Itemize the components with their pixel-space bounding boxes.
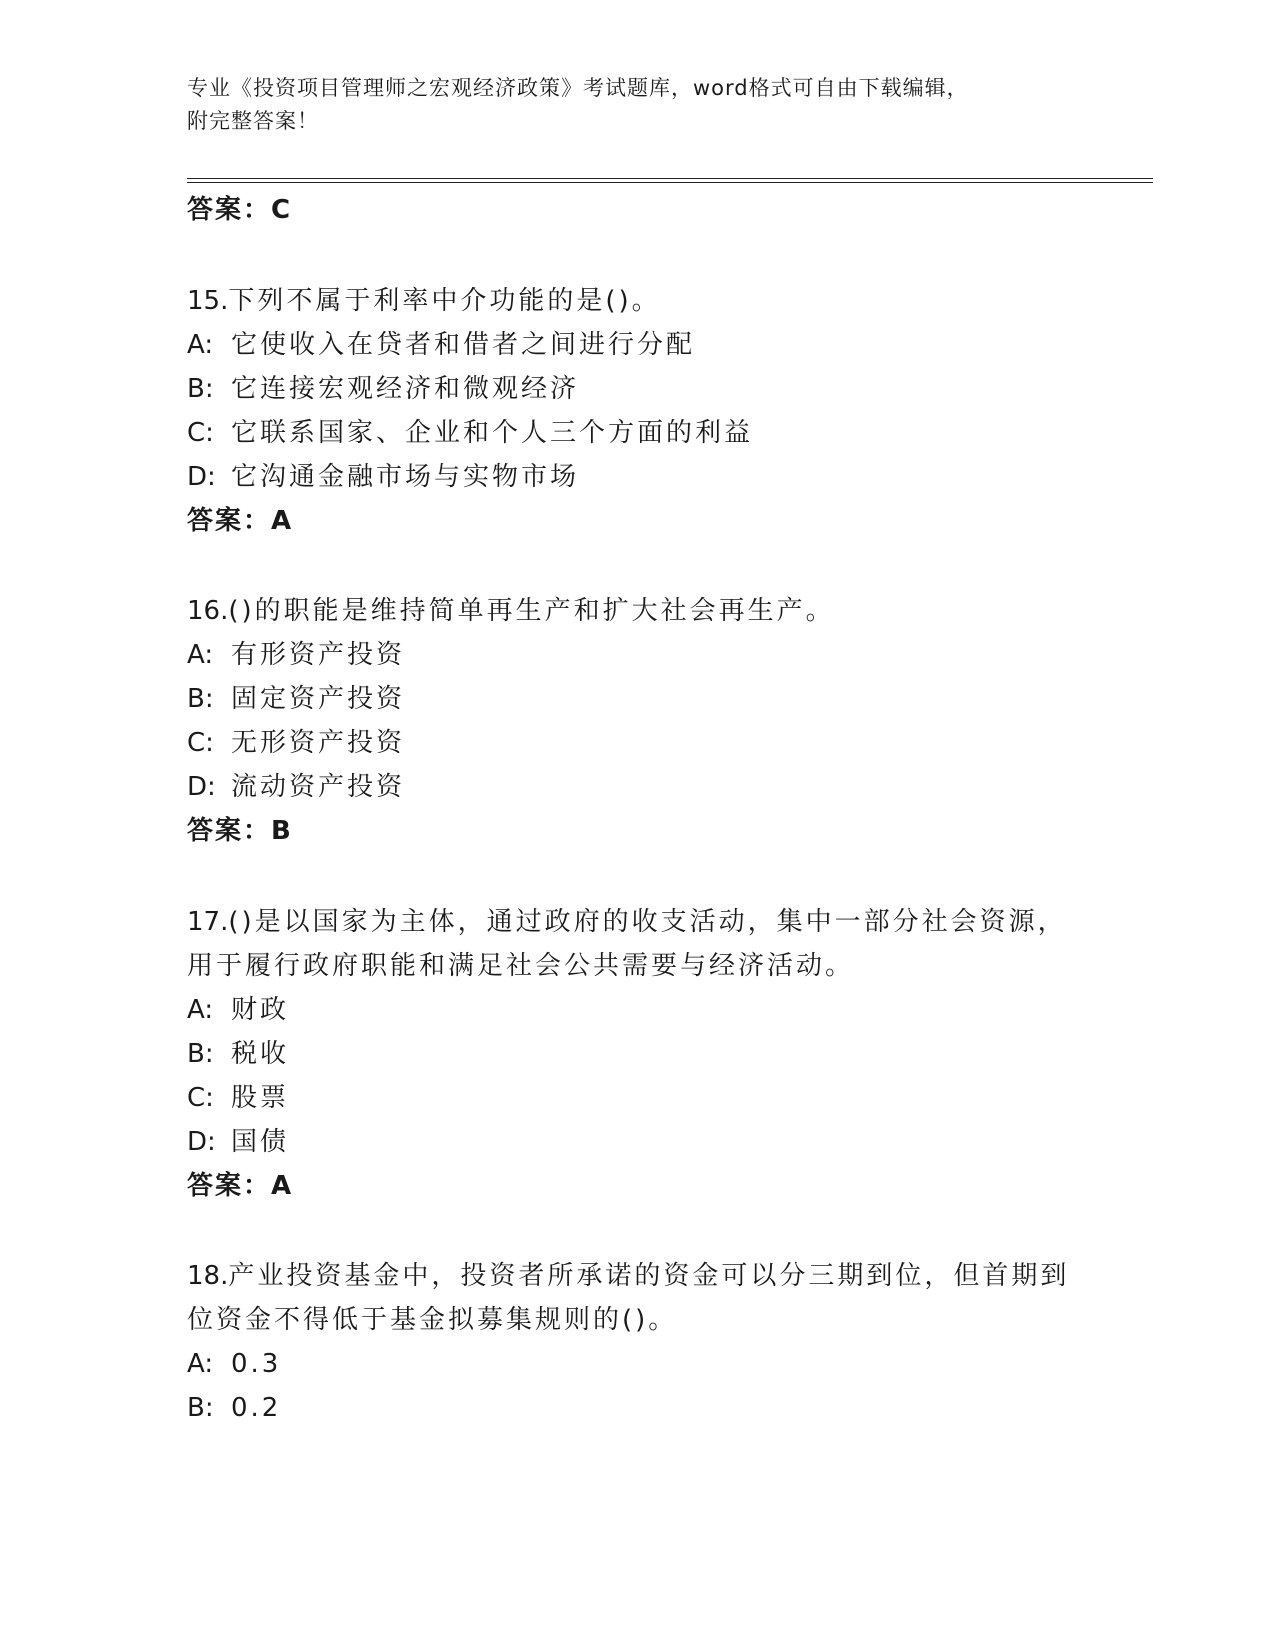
option-label: D: bbox=[187, 462, 216, 492]
option-text: 0.3 bbox=[231, 1349, 282, 1379]
option-label: B: bbox=[187, 374, 214, 404]
question-stem-line: 产业投资基金中，投资者所承诺的资金可以分三期到位，但首期到 bbox=[228, 1261, 1070, 1291]
option-label: A: bbox=[187, 640, 214, 670]
option-text: 无形资产投资 bbox=[231, 728, 406, 758]
option-text: 财政 bbox=[231, 995, 290, 1025]
option-text: 固定资产投资 bbox=[231, 684, 406, 714]
question-16-option-b bbox=[187, 682, 405, 716]
question-17-option-a bbox=[187, 993, 289, 1027]
question-18-option-a bbox=[187, 1347, 281, 1381]
answer-prefix: 答案： bbox=[187, 1171, 272, 1201]
option-text: 它使收入在贷者和借者之间进行分配 bbox=[231, 330, 696, 360]
answer-value: A bbox=[271, 1171, 294, 1201]
question-18-option-b bbox=[187, 1391, 281, 1425]
question-15-stem bbox=[187, 284, 661, 318]
option-text: 它沟通金融市场与实物市场 bbox=[231, 462, 580, 492]
header-line-2: 附完整答案！ bbox=[187, 109, 319, 133]
answer-value: A bbox=[271, 506, 294, 536]
question-16-answer bbox=[187, 814, 293, 848]
option-text: 股票 bbox=[231, 1083, 290, 1113]
header-divider-bottom bbox=[187, 182, 1153, 183]
header-divider-top bbox=[187, 178, 1153, 179]
question-15-answer bbox=[187, 504, 293, 538]
answer-prefix: 答案： bbox=[187, 816, 272, 846]
question-15-option-b bbox=[187, 372, 579, 406]
answer-prev bbox=[187, 193, 292, 227]
option-label: B: bbox=[187, 1039, 214, 1069]
document-header bbox=[187, 72, 1087, 138]
question-stem-line: ()是以国家为主体，通过政府的收支活动，集中一部分社会资源， bbox=[228, 907, 1067, 937]
question-18-stem-cont bbox=[187, 1303, 677, 1337]
option-label: B: bbox=[187, 1393, 214, 1423]
option-label: D: bbox=[187, 1127, 216, 1157]
question-17-answer bbox=[187, 1169, 293, 1203]
option-text: 0.2 bbox=[231, 1393, 282, 1423]
option-label: A: bbox=[187, 995, 214, 1025]
option-text: 它连接宏观经济和微观经济 bbox=[231, 374, 580, 404]
answer-prefix: 答案： bbox=[187, 195, 272, 225]
question-number: 18. bbox=[187, 1261, 229, 1291]
question-18-stem bbox=[187, 1259, 1069, 1293]
question-number: 17. bbox=[187, 907, 229, 937]
question-17-stem bbox=[187, 905, 1067, 939]
answer-value: B bbox=[271, 816, 293, 846]
question-17-option-d bbox=[187, 1125, 289, 1159]
option-label: C: bbox=[187, 418, 214, 448]
option-text: 国债 bbox=[231, 1127, 290, 1157]
question-17-stem-cont bbox=[187, 949, 854, 983]
question-16-option-a bbox=[187, 638, 405, 672]
header-line-1: 专业《投资项目管理师之宏观经济政策》考试题库，word格式可自由下载编辑， bbox=[187, 76, 969, 100]
question-17-option-b bbox=[187, 1037, 289, 1071]
option-label: C: bbox=[187, 728, 214, 758]
option-label: A: bbox=[187, 1349, 214, 1379]
option-label: A: bbox=[187, 330, 214, 360]
question-15-option-d bbox=[187, 460, 579, 494]
question-number: 15. bbox=[187, 286, 229, 316]
question-number: 16. bbox=[187, 596, 229, 626]
answer-prefix: 答案： bbox=[187, 506, 272, 536]
question-16-option-c bbox=[187, 726, 405, 760]
question-stem-line: 用于履行政府职能和满足社会公共需要与经济活动。 bbox=[187, 951, 855, 981]
question-15-option-c bbox=[187, 416, 753, 450]
option-text: 流动资产投资 bbox=[231, 772, 406, 802]
option-text: 税收 bbox=[231, 1039, 290, 1069]
question-stem-line: ()的职能是维持简单再生产和扩大社会再生产。 bbox=[228, 596, 835, 626]
question-16-option-d bbox=[187, 770, 405, 804]
question-17-option-c bbox=[187, 1081, 289, 1115]
option-text: 它联系国家、企业和个人三个方面的利益 bbox=[231, 418, 754, 448]
option-text: 有形资产投资 bbox=[231, 640, 406, 670]
option-label: D: bbox=[187, 772, 216, 802]
option-label: B: bbox=[187, 684, 214, 714]
answer-value: C bbox=[271, 195, 293, 225]
question-stem-line: 下列不属于利率中介功能的是()。 bbox=[228, 286, 661, 316]
question-stem-line: 位资金不得低于基金拟募集规则的()。 bbox=[187, 1305, 678, 1335]
question-15-option-a bbox=[187, 328, 695, 362]
option-label: C: bbox=[187, 1083, 214, 1113]
question-16-stem bbox=[187, 594, 835, 628]
